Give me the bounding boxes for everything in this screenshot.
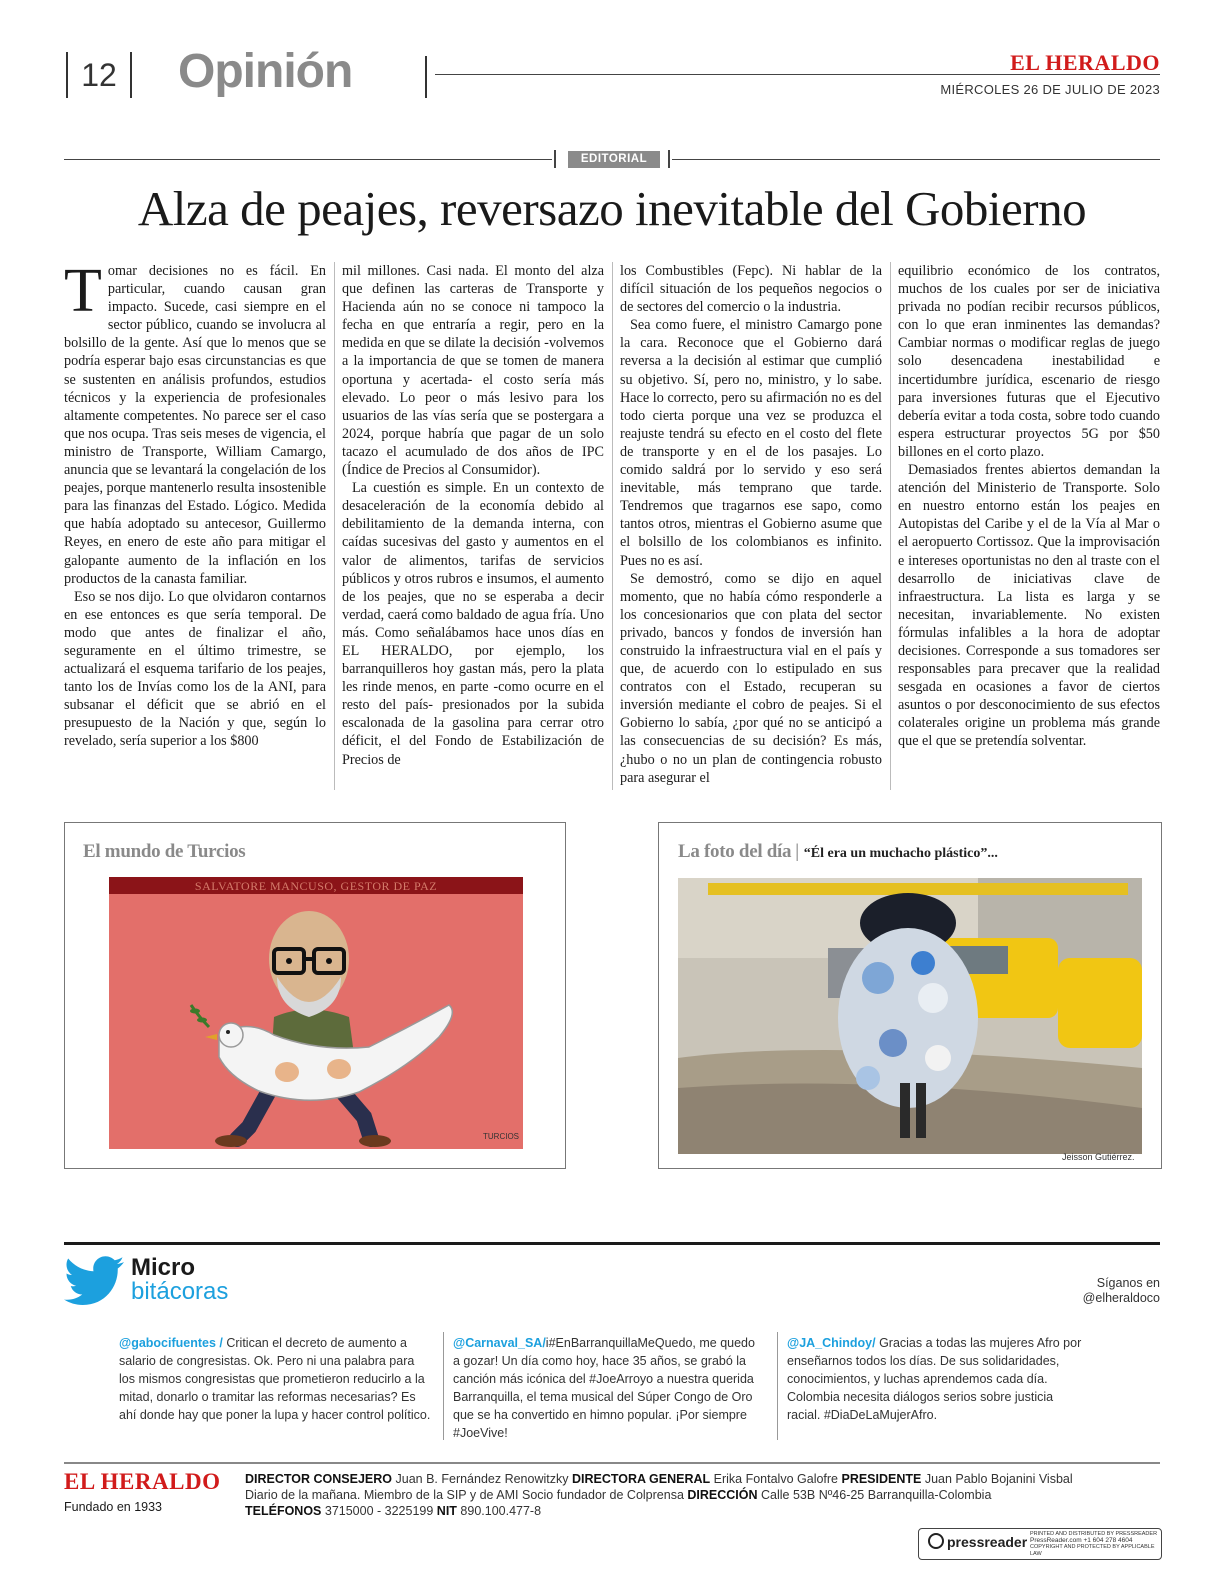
footer-logo: EL HERALDO [64,1469,221,1494]
page-number: 12 [66,52,132,98]
paragraph: La cuestión es simple. En un contexto de desaceleración de la economía debido al debilitamiento de la demanda interna, con caídas sucesivas del gasto y aumentos en el valor de alimentos, tarifas de servicios públicos y otros rubros e insumos, el aumento de los peajes, que no se esperaba a decir verdad, caerá como baldado de agua fría. Uno más. Como señalábamos hace unos días en EL HERALDO, por ejemplo, los barranquilleros hoy gastan más, pero la plata les rinde menos, en parte -como ocurre en el resto del país- presionados por la subida escalonada de la gasolina para cerrar otro déficit, el del Fondo de Estabilización de Precios de [342,480,604,768]
tweet-handle: @Carnaval_SA/ [453,1336,546,1350]
credit-label: DIRECTORA GENERAL [571,1472,711,1486]
fineprint-line: PRINTED AND DISTRIBUTED BY PRESSREADER [1030,1531,1158,1537]
article-column-4 [898,262,1160,792]
credit-value: Erika Fontalvo Galofre [710,1472,842,1486]
cartoon-illustration [109,877,523,1149]
editorial-kicker: EDITORIAL [568,151,660,168]
credit-value: Juan Pablo Bojanini Visbal [921,1472,1073,1486]
micro-title-line2: bitácoras [131,1278,229,1305]
photo-image [678,878,1142,1154]
credit-value: Calle 53B Nº46-25 Barranquilla-Colombia [757,1488,992,1502]
section-title: Opinión [178,45,353,98]
photo-title: La foto del día [678,841,792,862]
tweet-text: i#EnBarranquillaMeQuedo, me quedo a gozar! Un día como hoy, hace 35 años, se grabó la canción más icónica del #JoeArroyo a nuestra querida Barranquilla, el tema musical del Súper Congo de Oro que se ha convertido en himno popular. ¡Por siempre #JoeVive! [453,1336,755,1440]
tweet-separator [443,1332,444,1440]
credit-label: PRESIDENTE [841,1472,922,1486]
fineprint-line: COPYRIGHT AND PROTECTED BY APPLICABLE LAW [1030,1544,1155,1557]
kicker-tick-right [668,150,670,168]
column-separator [890,262,891,790]
kicker-tick-left [554,150,556,168]
article-column-2 [342,262,604,792]
cartoon-signature: TURCIOS [483,1132,519,1141]
tweet-text: Critican el decreto de aumento a salario de congresistas. Ok. Pero ni una palabra para los mismos congresistas que prometieron reducirlo a la mitad, donarlo o tramitar las reformas necesarias? Es ahí donde hay que poner la lupa y hacer control político. [119,1336,431,1422]
tweet-separator [777,1332,778,1440]
paragraph: omar decisiones no es fácil. En particular, cuando causan gran impacto. Sucede, casi siempre en el sector público, cuando se involucra al bolsillo de la gente. Así que lo menos que se podría esperar bajo esas circunstancias es que se sustenten en análisis profundos, estudios técnicos y la experiencia de profesionales altamente competentes. No parece ser el caso que nos ocupa. Tras seis meses de vigencia, el ministro de Transporte, William Camargo, anuncia que se levantará la congelación de los peajes, porque mantenerlo resulta insostenible para las finanzas del Estado. Lógico. Medida que había adoptado su antecesor, Guillermo Reyes, en enero de este año para mitigar el galopante aumento de la inflación en los productos de la canasta familiar. [64,263,326,587]
kicker-rule-left [64,159,552,160]
micro-top-rule [64,1242,1160,1245]
cartoon-box [64,822,566,1169]
pressreader-fineprint [1030,1531,1158,1557]
photo-caption: “Él era un muchacho plástico”... [803,846,998,861]
photo-box [658,822,1162,1169]
drop-cap: T [64,262,102,325]
caption-separator: | [795,841,804,862]
tweet-item [453,1334,765,1442]
editorial-headline: Alza de peajes, reversazo inevitable del Gobierno [137,181,1087,236]
paragraph: Demasiados frentes abiertos demandan la atención del Ministerio de Transporte. Solo en nuestro entorno están los peajes en Autopistas del Caribe y el de la Vía al Mar o el aeropuerto Cortissoz. Que la improvisación e intereses oportunistas no den al traste con el desarrollo de iniciativas clave de infraestructura. La lista es larga y se necesitan, invariablemente. No existen fórmulas infalibles a la hora de adoptar decisiones. Corresponde a sus tomadores ser responsables para precaver que la realidad sesgada en ocasiones a favor de ciertos asuntos o por desconocimiento de sus efectos colaterales origine un problema más grande que el que se pretendía solventar. [898,462,1160,750]
tweet-item [787,1334,1087,1424]
credit-value: 890.100.477-8 [456,1504,542,1518]
tweet-handle: @JA_Chindoy/ [787,1336,876,1350]
footer-credits [245,1471,1145,1519]
micro-title-line1: Micro [131,1254,196,1281]
header-divider [425,56,427,98]
follow-handle: @elheraldoco [1082,1291,1160,1305]
follow-label: Síganos en [1096,1276,1160,1290]
tweet-text: Gracias a todas las mujeres Afro por enseñarnos todos los días. De sus solidaridades, conocimientos, y luchas aprendemos cada día. Colombia necesita diálogos serios sobre justicia racial. #DiaDeLaMujerAfro. [787,1336,1082,1422]
article-column-1 [64,262,326,792]
footer-founded: Fundado en 1933 [64,1500,163,1514]
column-separator [612,262,613,790]
pressreader-text: pressreader [947,1534,1028,1550]
credit-value: Diario de la mañana. Miembro de la SIP y de AMI Socio fundador de Colprensa [245,1488,688,1502]
article-column-3 [620,262,882,792]
twitter-bird-icon [64,1256,124,1306]
column-separator [334,262,335,790]
cartoon-title: El mundo de Turcios [83,841,246,862]
kicker-rule-right [672,159,1160,160]
tweet-item [119,1334,431,1424]
paragraph: Eso se nos dijo. Lo que olvidaron contarnos en ese entonces es que sería temporal. De modo que antes de finalizar el año, seguramente en el último trimestre, se actualizará el esquema tarifario de los peajes, tanto los de Invías como los de la ANI, para subsanar el déficit que se abrió en el presupuesto de la Nación y que, según lo revelado, sería superior a los $800 [64,588,326,750]
cartoon-banner: SALVATORE MANCUSO, GESTOR DE PAZ [194,879,438,893]
footer-rule [64,1462,1160,1464]
masthead-logo: EL HERALDO [1010,50,1160,75]
paragraph: mil millones. Casi nada. El monto del alza que definen las carteras de Transporte y Hacienda aún no se conoce ni tampoco la fecha en que entraría a regir, pero en la medida en que se dilate la decisión -volvemos a la importancia de que se tomen de manera oportuna y acertada- el costo sería más elevado. Lo peor o más lesivo para los usuarios de las vías sería que se postergara a 2024, porque habría que pagar de un solo tacazo el acumulado de dos años de IPC (Índice de Precios al Consumidor). [342,263,604,479]
credit-label: NIT [436,1504,457,1518]
pressreader-label [928,1533,1027,1550]
credit-label: TELÉFONOS [245,1504,322,1518]
paragraph: Sea como fuere, el ministro Camargo pone la cara. Reconoce que el Gobierno dará reversa a la decisión al estimar que cumplió su objetivo. Sí, pero no, ministro, y lo sabe. Hace lo correcto, pero su afirmación no es del todo cierta porque una vez se produzca el reajuste tendrá su efecto en el costo del flete de transporte y en el de los pasajes. Lo comido saldrá por lo servido y eso será inevitable, más temprano que tarde. Tendremos que tragarnos ese sapo, como tantos otros, mientras el Gobierno asume que el bolsillo de los colombianos es infinito. Pues no es así. [620,317,882,569]
pressreader-icon [928,1533,944,1549]
credit-label: DIRECCIÓN [687,1488,758,1502]
credit-label: DIRECTOR CONSEJERO [245,1472,393,1486]
fineprint-line: PressReader.com +1 604 278 4604 [1030,1536,1133,1544]
photo-credit: Jeisson Gutiérrez. [1062,1152,1135,1162]
photo-header [678,841,998,863]
credit-value: Juan B. Fernández Renowitzky [392,1472,572,1486]
tweet-handle: @gabocifuentes / [119,1336,223,1350]
issue-date: MIÉRCOLES 26 DE JULIO DE 2023 [940,82,1160,97]
credit-value: 3715000 - 3225199 [321,1504,437,1518]
paragraph: equilibrio económico de los contratos, muchos de los cuales por ser de iniciativa privada no podían recibir recursos públicos, con lo que eran inminentes las demandas? Cambiar normas o modificar reglas de juego solo desencadena inestabilidad e incertidumbre jurídica, escenario de riesgo para inversiones futuras que el Ejecutivo debería evitar a toda costa, sobre todo cuando espera estructurar proyectos 5G por $50 billones en el corto plazo. [898,263,1160,460]
paragraph: los Combustibles (Fepc). Ni hablar de la difícil situación de los pequeños negocios o de sectores del comercio o la industria. [620,263,882,316]
paragraph: Se demostró, como se dijo en aquel momento, que no había cómo responderle a los concesionarios que con plata del sector privado, bancos y fondos de inversión han construido la infraestructura vial en el país y que, de acuerdo con lo estipulado en sus contratos con el Estado, recuperan su inversión mediante el cobro de peajes. Si el Gobierno lo sabía, ¿por qué no se anticipó a las consecuencias de su decisión? Es más, ¿hubo o no un plan de contingencia robusto para asegurar el [620,570,882,786]
